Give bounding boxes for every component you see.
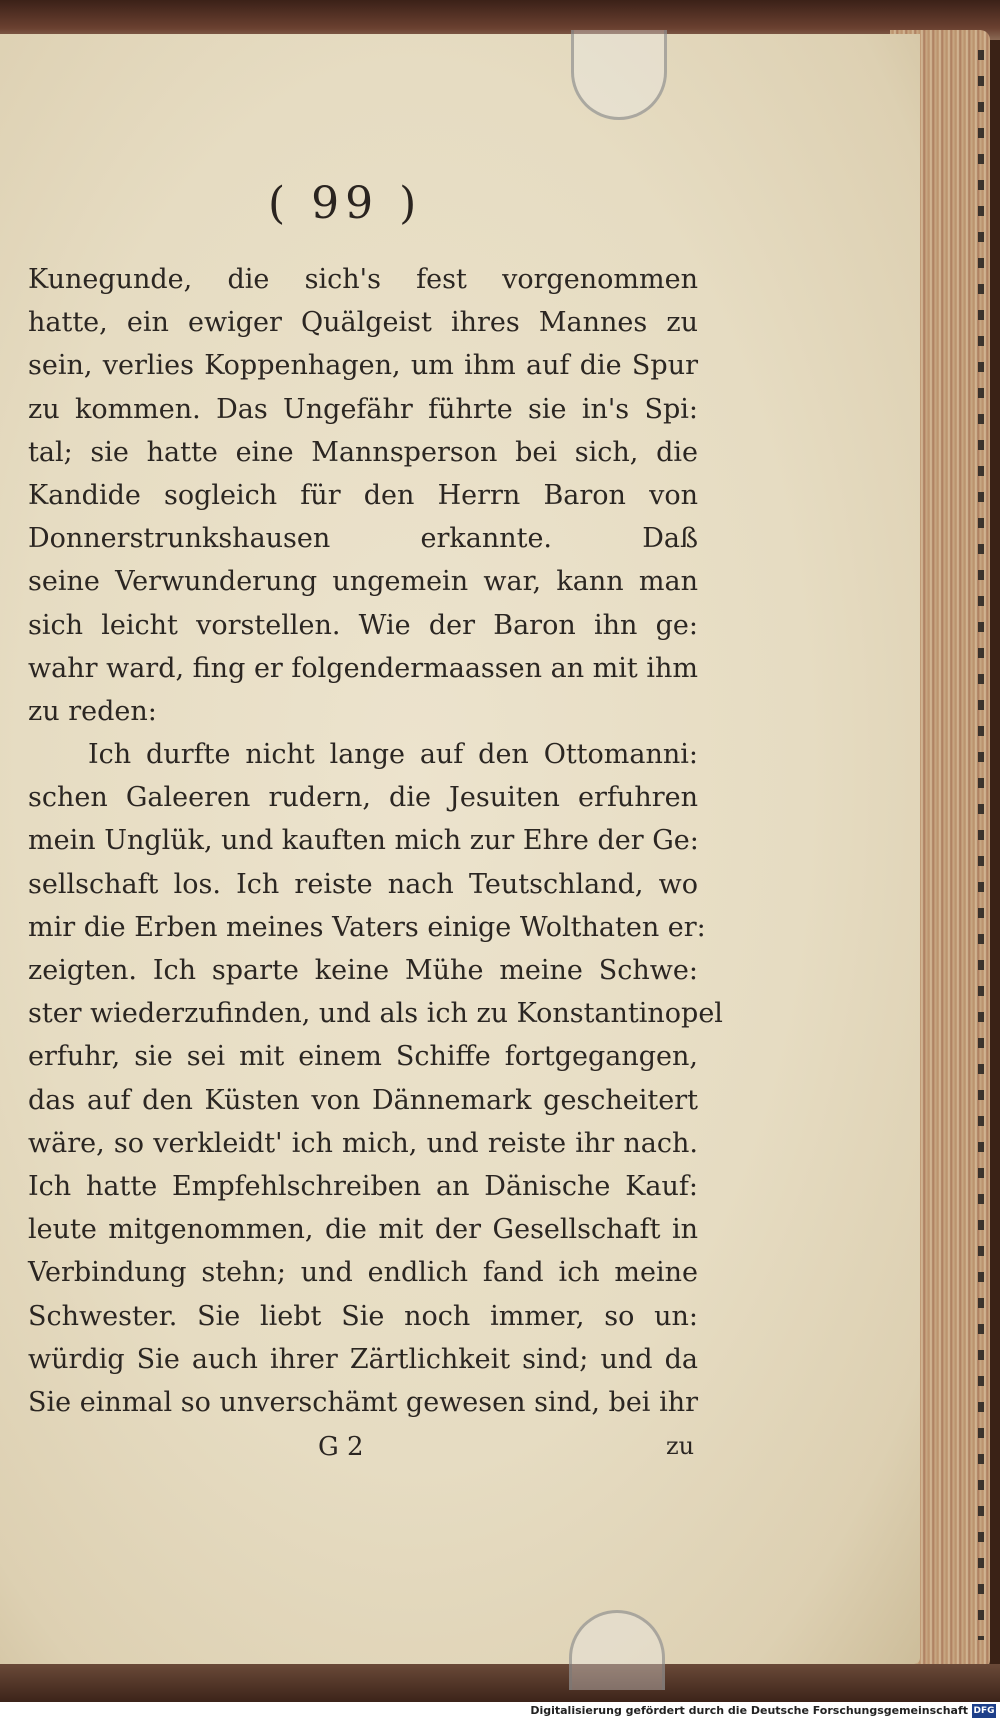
- text-line: sellschaft los. Ich reiste nach Teutschland, wo: [28, 868, 698, 900]
- text-line: schen Galeeren rudern, die Jesuiten erfuhren: [28, 782, 698, 814]
- text-line: sich leicht vorstellen. Wie der Baron ihn ge:: [28, 609, 698, 641]
- dfg-logo: DFG: [973, 1706, 995, 1716]
- text-line: tal; sie hatte eine Mannsperson bei sich, die: [28, 436, 698, 468]
- text-line: Verbindung stehn; und endlich fand ich meine: [28, 1257, 698, 1289]
- text-line: würdig Sie auch ihrer Zärtlichkeit sind; und da: [28, 1343, 698, 1375]
- text-line: Schwester. Sie liebt Sie noch immer, so un:: [28, 1300, 698, 1332]
- text-line: Ich hatte Empfehlschreiben an Dänische Kauf:: [28, 1170, 698, 1202]
- text-line: mir die Erben meines Vaters einige Wolthaten er:: [28, 911, 706, 943]
- text-line: Donnerstrunkshausen erkannte. Daß: [28, 523, 698, 555]
- text-line: Ich durfte nicht lange auf den Ottomanni:: [88, 739, 698, 771]
- text-line: Sie einmal so unverschämt gewesen sind, bei ihr: [28, 1386, 698, 1418]
- digitization-credit: Digitalisierung gefördert durch die Deutsche Forschungsgemeinschaft: [530, 1704, 968, 1717]
- text-line: leute mitgenommen, die mit der Gesellschaft in: [28, 1214, 698, 1246]
- text-line: sein, verlies Koppenhagen, um ihm auf die Spur: [28, 350, 698, 382]
- text-line: zu reden:: [28, 695, 157, 727]
- text-line: wahr ward, fing er folgendermaassen an mit ihm: [28, 652, 698, 684]
- page-number: ( 99 ): [268, 178, 423, 229]
- text-line: wäre, so verkleidt' ich mich, und reiste ihr nach.: [28, 1127, 698, 1159]
- text-line: Kandide sogleich für den Herrn Baron von: [28, 479, 698, 511]
- text-line: hatte, ein ewiger Quälgeist ihres Mannes zu: [28, 307, 698, 339]
- signature-mark: G 2: [318, 1432, 364, 1462]
- text-line: seine Verwunderung ungemein war, kann man: [28, 566, 698, 598]
- text-line: erfuhr, sie sei mit einem Schiffe fortgegangen,: [28, 1041, 698, 1073]
- text-line: das auf den Küsten von Dännemark gescheitert: [28, 1084, 698, 1116]
- text-line: mein Unglük, und kauften mich zur Ehre der Ge:: [28, 825, 699, 857]
- text-line: zu kommen. Das Ungefähr führte sie in's Spi:: [28, 393, 698, 425]
- text-line: zeigten. Ich sparte keine Mühe meine Schwe:: [28, 955, 698, 986]
- text-line: Kunegunde, die sich's fest vorgenommen: [28, 264, 698, 295]
- body-text: [28, 258, 723, 1424]
- catchword: zu: [666, 1432, 695, 1460]
- book-bottom-edge: [0, 1664, 1000, 1704]
- text-line: ster wiederzufinden, und als ich zu Konstantinopel: [28, 998, 723, 1030]
